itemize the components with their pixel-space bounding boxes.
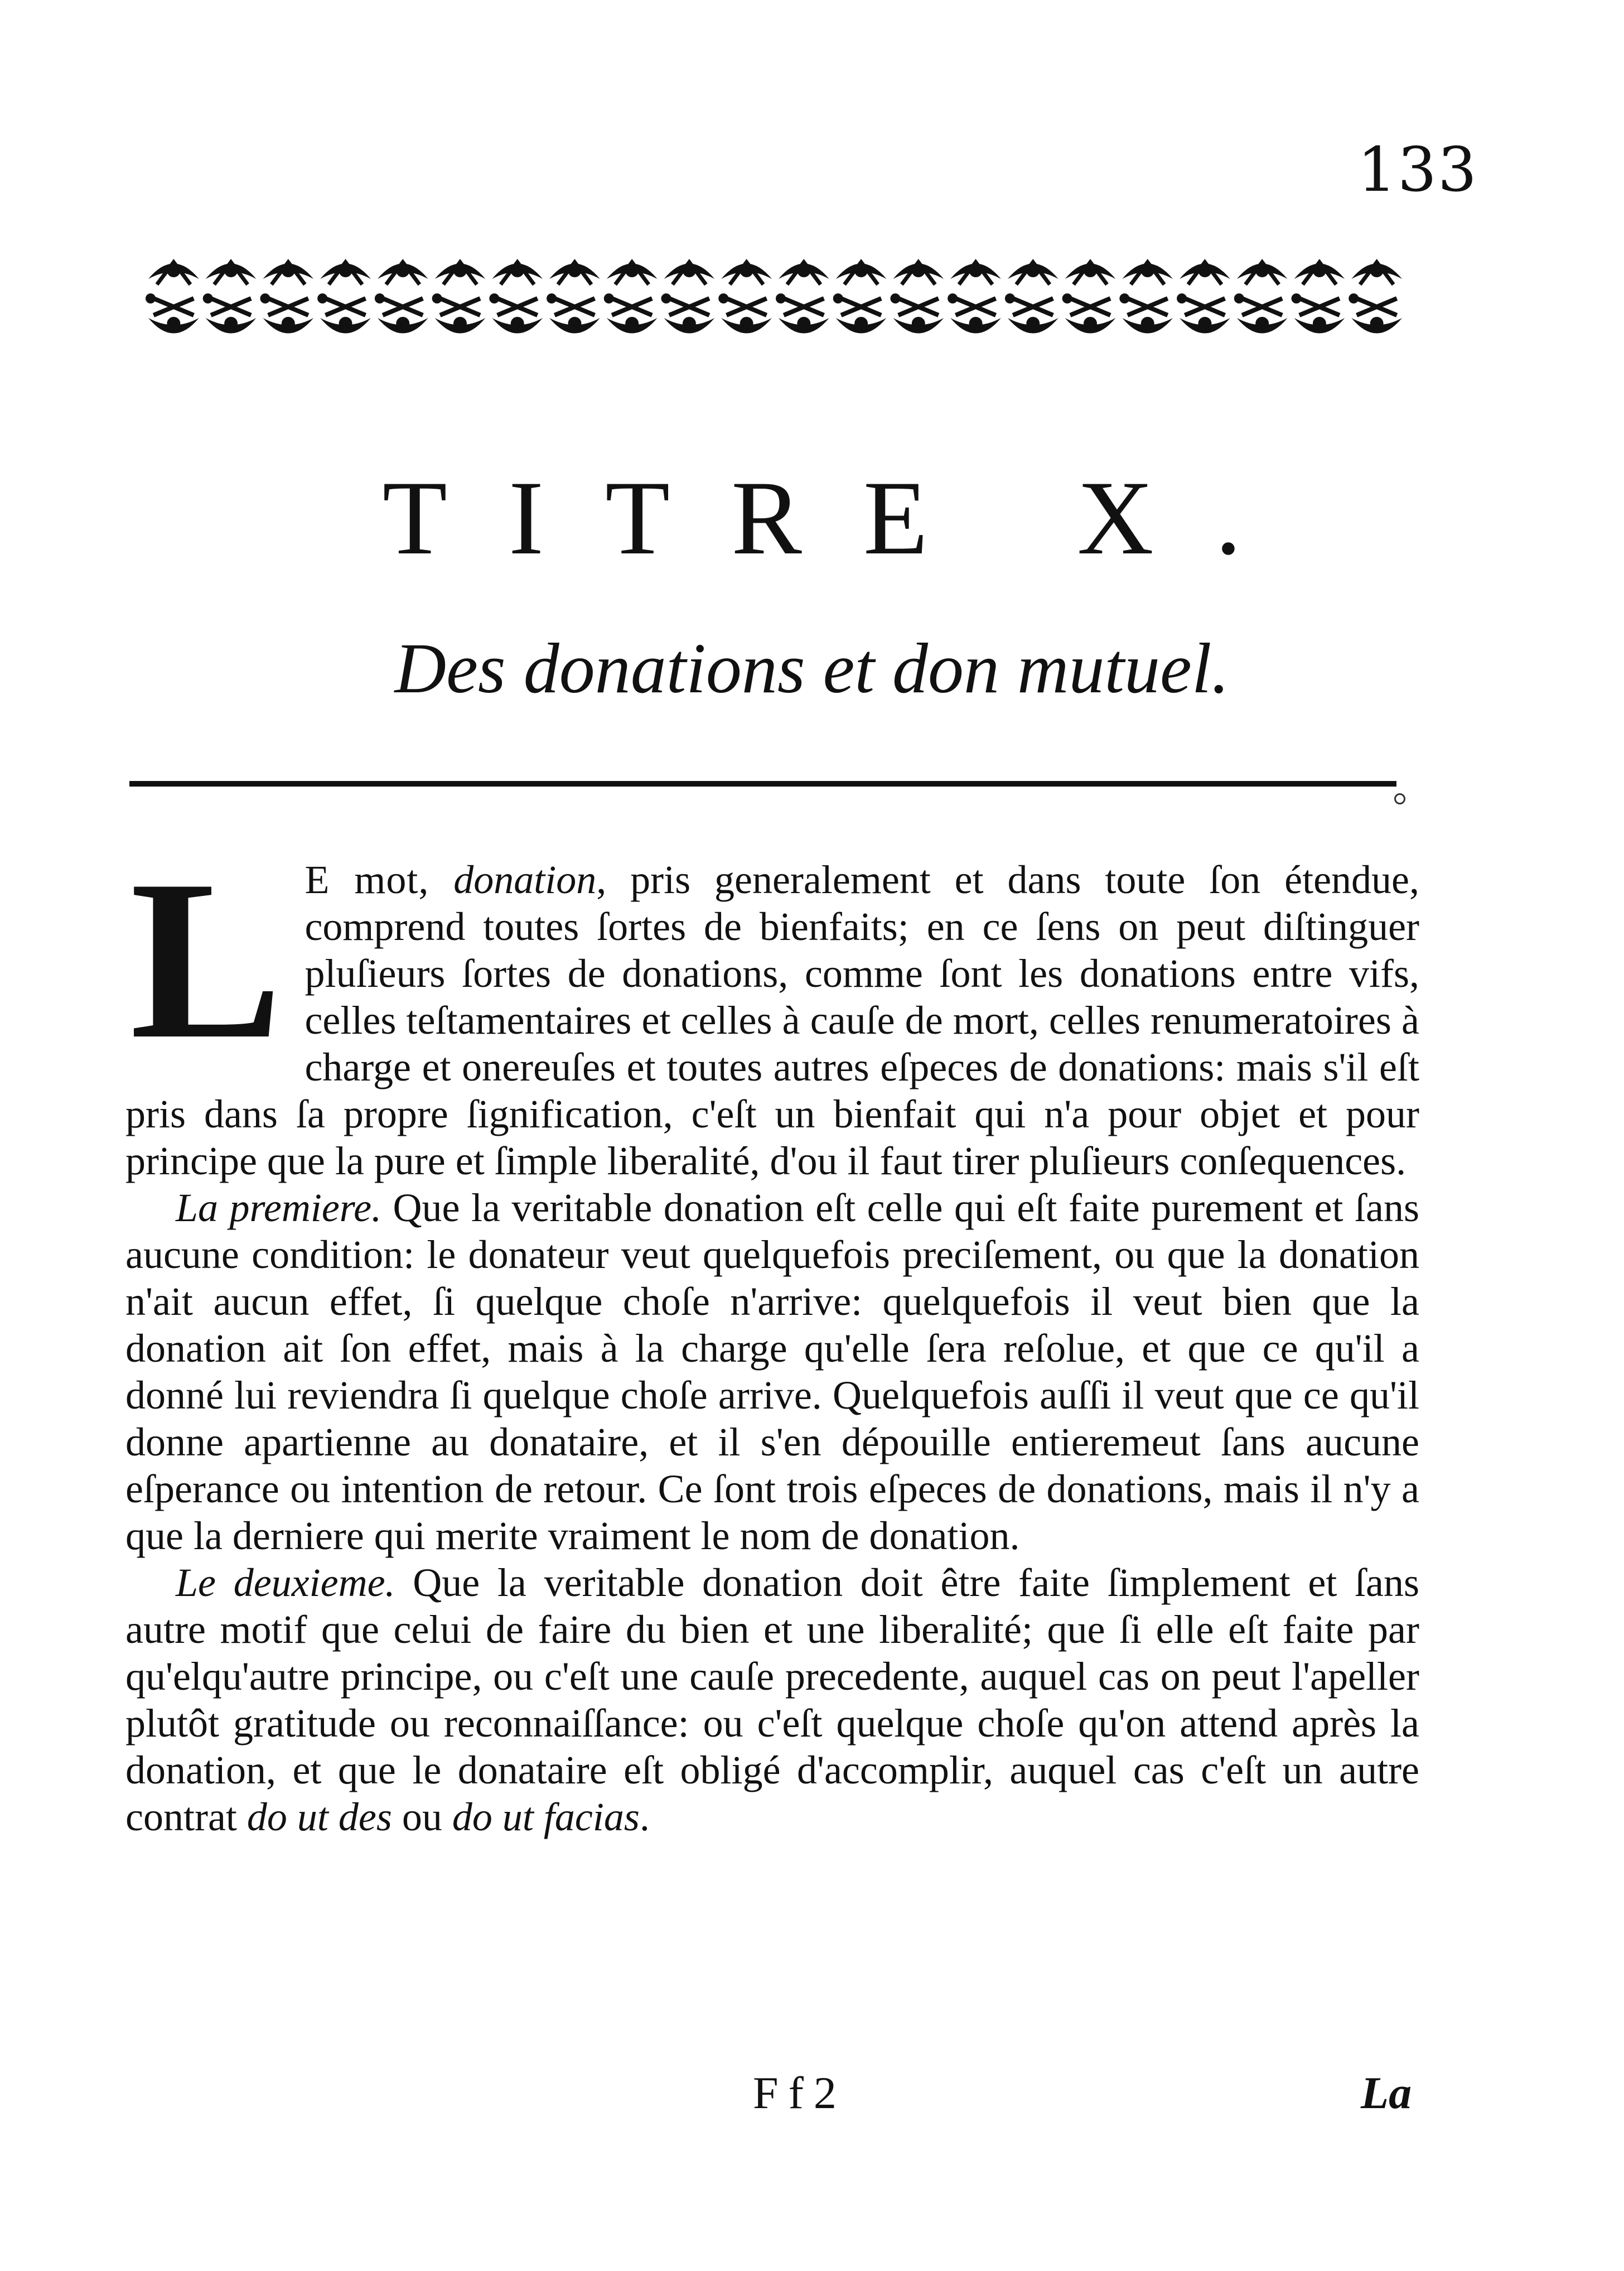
- page-number: 133: [1357, 134, 1478, 205]
- catchword: La: [1361, 2067, 1412, 2118]
- signature-mark: Ff2: [753, 2067, 847, 2118]
- rule-ornament-dot: [1394, 793, 1405, 804]
- chapter-title: TITRE X.: [382, 460, 1303, 577]
- paragraph-3-label: Le deuxieme.: [176, 1560, 395, 1605]
- paragraph-3-mid: ou: [392, 1795, 452, 1839]
- title-rule: [129, 781, 1396, 787]
- body-text: [125, 833, 1420, 1840]
- paragraph-3-end: .: [639, 1795, 650, 1839]
- paragraph-2-label: La premiere.: [176, 1185, 382, 1230]
- term-donation: donation: [453, 857, 597, 902]
- paragraph-lead: E mot,: [304, 857, 454, 902]
- paragraph-3-text: Que la veritable donation doit être faite ſimplement et ſans autre motif que celui de faire du bien et une liberalité; que ſi elle eſt faite par qu'elqu'autre principe, ou c'eſt une cauſe precedente, auquel cas on peut l'apeller plutôt gratitude ou reconnaiſſance: ou c'eſt quelque choſe qu'on attend après la donation, et que le donataire eſt obligé d'accomplir, auquel cas c'eſt un autre contrat: [125, 1560, 1420, 1839]
- page-footer: [0, 2067, 1624, 2134]
- paragraph-2-text: Que la veritable donation eſt celle qui eſt faite purement et ſans aucune condition: le donateur veut quelquefois preciſement, ou que la donation n'ait aucun effet, ſi quelque choſe n'arrive: quelquefois il veut bien que la donation ait ſon effet, mais à la charge qu'elle ſera reſolue, et que ce qu'il a donné lui reviendra ſi quelque choſe arrive. Quelquefois auſſi il veut que ce qu'il donne apartienne au donataire, et il s'en dépouille entieremeut ſans aucune eſperance ou intention de retour. Ce ſont trois eſpeces de donations, mais il n'y a que la derniere qui merite vraiment le nom de donation.: [125, 1185, 1419, 1558]
- paragraph-3: [125, 1559, 1419, 1840]
- latin-phrase-2: do ut facias: [452, 1795, 640, 1839]
- latin-phrase-1: do ut des: [246, 1795, 392, 1839]
- drop-cap: L: [130, 833, 283, 1086]
- chapter-subtitle: Des donations et don mutuel.: [394, 629, 1230, 708]
- paragraph-2: [125, 1184, 1419, 1559]
- paragraph-1-text: , pris generalement et dans toute ſon étendue, comprend toutes ſortes de bienfaits; en ce ſens on peut diſtinguer pluſieurs ſortes de donations, comme ſont les donations entre vifs, celles teſtamentaires et celles à cauſe de mort, celles renumeratoires à charge et onereuſes et toutes autres eſpeces de donations: mais s'il eſt pris dans ſa propre ſignification, c'eſt un bienfait qui n'a pour objet et pour principe que la pure et ſimple liberalité, d'ou il faut tirer pluſieurs conſequences.: [125, 857, 1419, 1183]
- ornament-icon: [145, 245, 1405, 351]
- paragraph-1: [125, 833, 1419, 1184]
- ornament-band: [145, 245, 1405, 351]
